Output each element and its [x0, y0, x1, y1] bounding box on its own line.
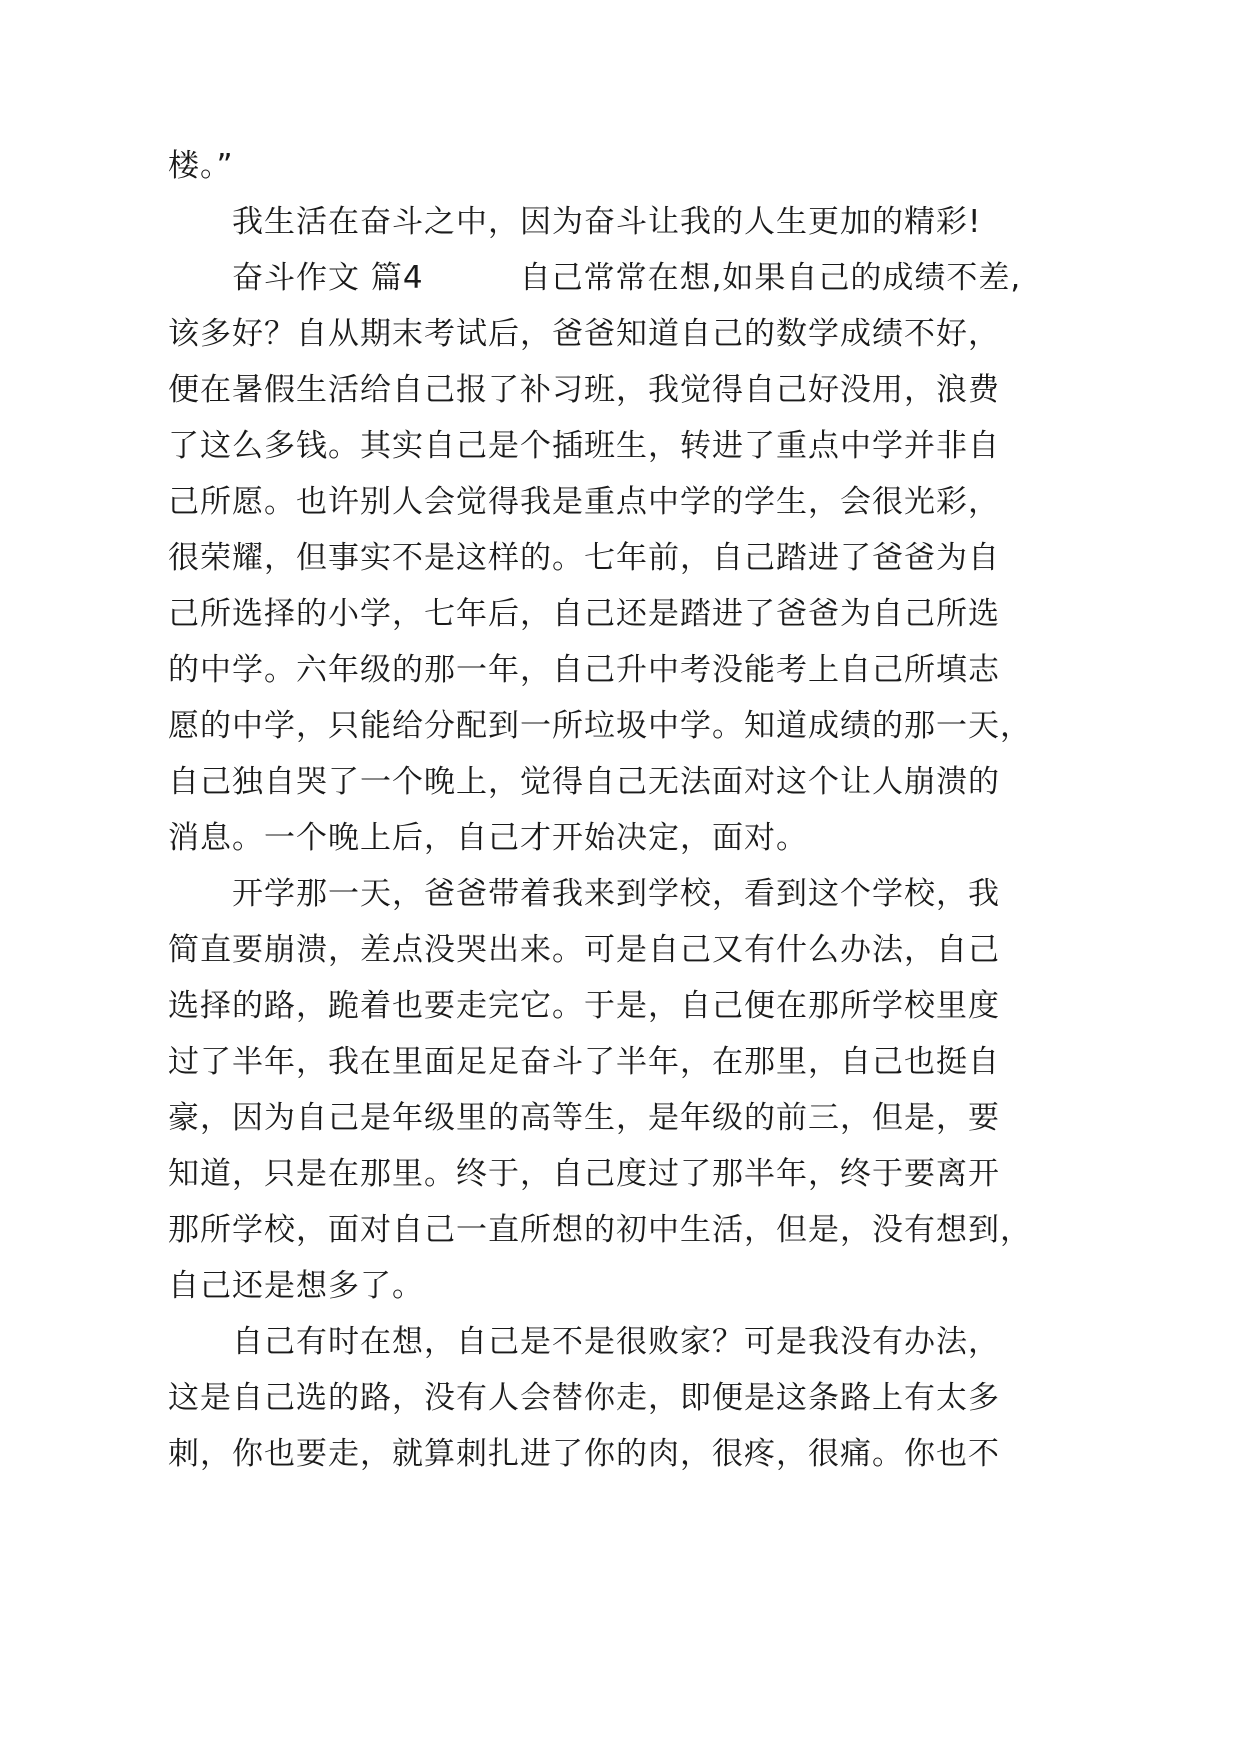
section-heading-line: 奋斗作文 篇4 自己常常在想,如果自己的成绩不差, [232, 260, 1022, 296]
text-line: 愿的中学，只能给分配到一所垃圾中学。知道成绩的那一天， [168, 708, 1032, 744]
text-line: 选择的路，跪着也要走完它。于是，自己便在那所学校里度 [168, 988, 1000, 1024]
text-line: 己所选择的小学，七年后，自己还是踏进了爸爸为自己所选 [168, 596, 1000, 632]
text-line: 这是自己选的路，没有人会替你走，即便是这条路上有太多 [168, 1380, 1000, 1416]
text-line: 很荣耀，但事实不是这样的。七年前，自己踏进了爸爸为自 [168, 540, 1000, 576]
paragraph-first-line: 我生活在奋斗之中，因为奋斗让我的人生更加的精彩! [232, 204, 982, 240]
text-line: 楼。” [168, 148, 234, 184]
text-line: 己所愿。也许别人会觉得我是重点中学的学生，会很光彩， [168, 484, 1000, 520]
paragraph-first-line: 自己有时在想，自己是不是很败家？可是我没有办法， [232, 1324, 1000, 1360]
text-line: 那所学校，面对自己一直所想的初中生活，但是，没有想到， [168, 1212, 1032, 1248]
text-line: 消息。一个晚上后，自己才开始决定，面对。 [168, 820, 808, 856]
text-line: 该多好？自从期末考试后，爸爸知道自己的数学成绩不好， [168, 316, 1000, 352]
text-line: 豪，因为自己是年级里的高等生，是年级的前三，但是，要 [168, 1100, 1000, 1136]
text-line: 便在暑假生活给自己报了补习班，我觉得自己好没用，浪费 [168, 372, 1000, 408]
paragraph-first-line: 开学那一天，爸爸带着我来到学校，看到这个学校，我 [232, 876, 1000, 912]
text-line: 自己独自哭了一个晚上，觉得自己无法面对这个让人崩溃的 [168, 764, 1000, 800]
text-line: 知道，只是在那里。终于，自己度过了那半年，终于要离开 [168, 1156, 1000, 1192]
text-line: 了这么多钱。其实自己是个插班生，转进了重点中学并非自 [168, 428, 1000, 464]
text-line: 过了半年，我在里面足足奋斗了半年，在那里，自己也挺自 [168, 1044, 1000, 1080]
text-line: 的中学。六年级的那一年，自己升中考没能考上自己所填志 [168, 652, 1000, 688]
text-line: 刺，你也要走，就算刺扎进了你的肉，很疼，很痛。你也不 [168, 1436, 1000, 1472]
text-line: 简直要崩溃，差点没哭出来。可是自己又有什么办法，自己 [168, 932, 1000, 968]
text-line: 自己还是想多了。 [168, 1268, 424, 1304]
